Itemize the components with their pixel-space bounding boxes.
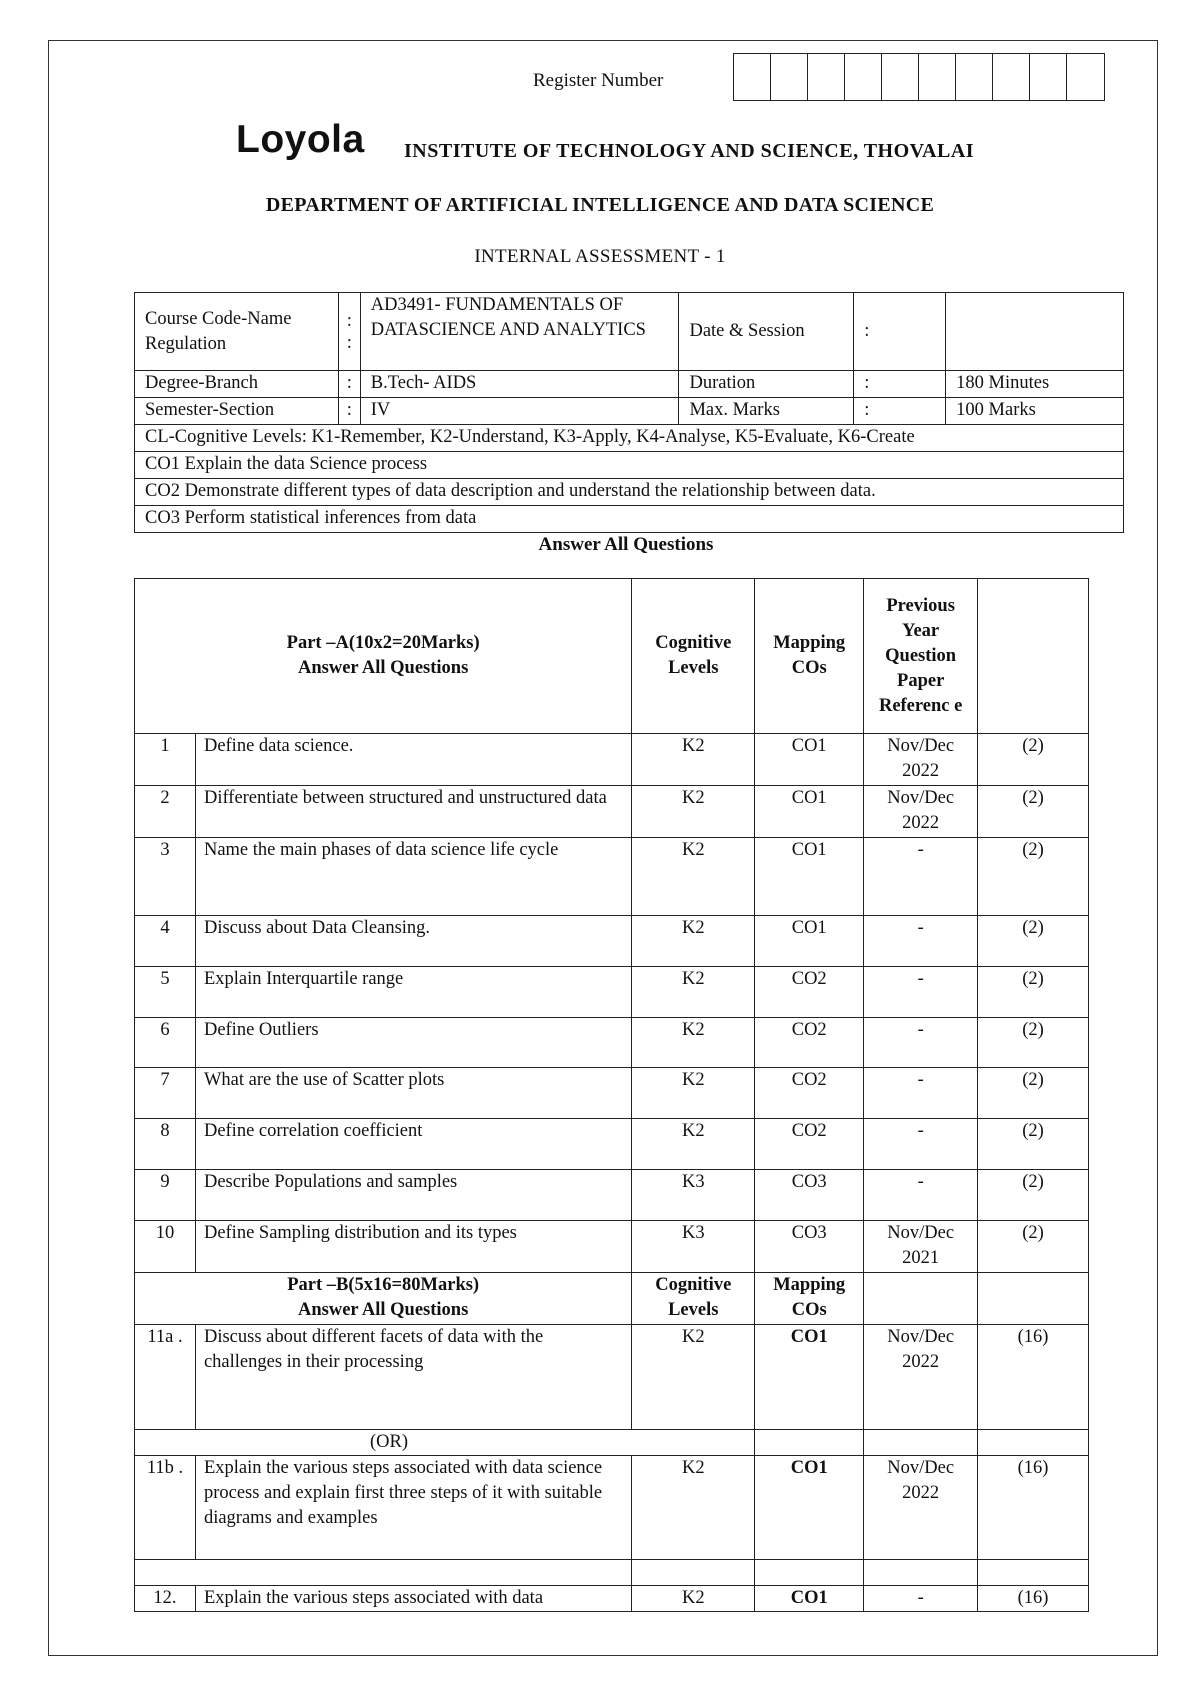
previous-year-header: Previous Year Question Paper Referenc e: [864, 579, 978, 734]
institution-name: INSTITUTE OF TECHNOLOGY AND SCIENCE, THOVALAI: [404, 140, 975, 162]
marks: (2): [978, 1119, 1089, 1170]
previous-year-ref: -: [864, 916, 978, 967]
mapping-co: CO1: [755, 786, 864, 838]
previous-year-ref: -: [864, 1018, 978, 1068]
questions-table: [134, 578, 1089, 1612]
cognitive-level: K3: [632, 1221, 755, 1273]
co3-row: CO3 Perform statistical inferences from data: [135, 506, 1124, 533]
mapping-co: CO1: [755, 1456, 864, 1560]
cognitive-level: K2: [632, 1586, 755, 1612]
colon: :: [338, 371, 360, 398]
table-row: [135, 916, 1089, 967]
part-b-subtitle: Answer All Questions: [298, 1300, 469, 1320]
question-number: 1: [135, 734, 196, 786]
register-digit-box[interactable]: [771, 54, 808, 100]
register-digit-box[interactable]: [845, 54, 882, 100]
institution-logo: Loyola: [236, 118, 365, 161]
register-number-boxes[interactable]: [733, 53, 1105, 101]
empty-cell: [632, 1560, 755, 1586]
colon: :: [854, 398, 946, 425]
table-row: [135, 1170, 1089, 1221]
table-row: [135, 1325, 1089, 1430]
previous-year-ref: Nov/Dec 2021: [864, 1221, 978, 1273]
co1-row: CO1 Explain the data Science process: [135, 452, 1124, 479]
duration-label: Duration: [679, 371, 854, 398]
duration-value: 180 Minutes: [946, 371, 1124, 398]
empty-cell: [864, 1560, 978, 1586]
spacer-row: [135, 1560, 1089, 1586]
empty-cell: [755, 1560, 864, 1586]
table-row: [135, 1018, 1089, 1068]
degree-value: B.Tech- AIDS: [360, 371, 679, 398]
part-a-title: Part –A(10x2=20Marks): [286, 633, 480, 653]
part-a-header-row: [135, 579, 1089, 734]
degree-label: Degree-Branch: [135, 371, 339, 398]
cognitive-level: K2: [632, 838, 755, 916]
previous-year-ref: Nov/Dec 2022: [864, 1456, 978, 1560]
question-text: Discuss about different facets of data with the challenges in their processing: [195, 1325, 631, 1430]
empty-cell: [135, 1560, 632, 1586]
question-number: 4: [135, 916, 196, 967]
part-b-heading: [135, 1273, 632, 1325]
part-b-title: Part –B(5x16=80Marks): [287, 1275, 480, 1295]
empty-cell: [978, 1273, 1089, 1325]
previous-year-ref: -: [864, 1170, 978, 1221]
mapping-cos-header: Mapping COs: [755, 579, 864, 734]
register-digit-box[interactable]: [919, 54, 956, 100]
marks: (2): [978, 916, 1089, 967]
previous-year-ref: -: [864, 838, 978, 916]
empty-cell: [978, 1430, 1089, 1456]
colon: :: [854, 371, 946, 398]
question-number: 12.: [135, 1586, 196, 1612]
max-marks-label: Max. Marks: [679, 398, 854, 425]
empty-cell: [864, 1430, 978, 1456]
question-number: 11a .: [135, 1325, 196, 1430]
empty-cell: [864, 1273, 978, 1325]
semester-label: Semester-Section: [135, 398, 339, 425]
register-digit-box[interactable]: [808, 54, 845, 100]
degree-row: [135, 371, 1124, 398]
question-number: 5: [135, 967, 196, 1018]
question-text: Define Outliers: [195, 1018, 631, 1068]
previous-year-ref: -: [864, 1586, 978, 1612]
cognitive-level: K2: [632, 1018, 755, 1068]
mapping-co: CO2: [755, 1018, 864, 1068]
question-number: 3: [135, 838, 196, 916]
question-text: Describe Populations and samples: [195, 1170, 631, 1221]
question-number: 8: [135, 1119, 196, 1170]
marks: (16): [978, 1586, 1089, 1612]
marks: (2): [978, 786, 1089, 838]
mapping-co: CO3: [755, 1221, 864, 1273]
register-digit-box[interactable]: [1067, 54, 1104, 100]
semester-row: [135, 398, 1124, 425]
cognitive-levels-header: Cognitive Levels: [632, 579, 755, 734]
cognitive-levels-row: CL-Cognitive Levels: K1-Remember, K2-Understand, K3-Apply, K4-Analyse, K5-Evaluate, K6-Create: [135, 425, 1124, 452]
cognitive-level: K2: [632, 967, 755, 1018]
department-title: DEPARTMENT OF ARTIFICIAL INTELLIGENCE AND DATA SCIENCE: [265, 194, 935, 216]
part-a-heading: [135, 579, 632, 734]
marks: (2): [978, 967, 1089, 1018]
table-row: [135, 734, 1089, 786]
marks: (2): [978, 1018, 1089, 1068]
date-value[interactable]: [946, 293, 1124, 371]
date-label: Date & Session: [679, 293, 854, 371]
question-text: Discuss about Data Cleansing.: [195, 916, 631, 967]
answer-all-heading: Answer All Questions: [538, 534, 714, 555]
previous-year-ref: Nov/Dec 2022: [864, 734, 978, 786]
marks: (16): [978, 1456, 1089, 1560]
register-digit-box[interactable]: [956, 54, 993, 100]
question-number: 6: [135, 1018, 196, 1068]
mapping-co: CO1: [755, 916, 864, 967]
previous-year-ref: -: [864, 1119, 978, 1170]
register-number-label: Register Number: [533, 70, 664, 91]
empty-cell: [755, 1430, 864, 1456]
previous-year-ref: -: [864, 1068, 978, 1119]
previous-year-ref: Nov/Dec 2022: [864, 1325, 978, 1430]
or-row: [135, 1430, 1089, 1456]
question-text: Explain the various steps associated with data: [195, 1586, 631, 1612]
mapping-co: CO3: [755, 1170, 864, 1221]
question-text: Define Sampling distribution and its types: [195, 1221, 631, 1273]
question-number: 2: [135, 786, 196, 838]
marks: (2): [978, 1221, 1089, 1273]
mapping-co: CO1: [755, 1325, 864, 1430]
question-text: Explain Interquartile range: [195, 967, 631, 1018]
cognitive-level: K2: [632, 1325, 755, 1430]
question-text: Define data science.: [195, 734, 631, 786]
cognitive-level: K2: [632, 786, 755, 838]
marks: (2): [978, 838, 1089, 916]
mapping-co: CO1: [755, 734, 864, 786]
table-row: [135, 1221, 1089, 1273]
table-row: [135, 1068, 1089, 1119]
semester-value: IV: [360, 398, 679, 425]
marks: (16): [978, 1325, 1089, 1430]
register-digit-box[interactable]: [734, 54, 771, 100]
mapping-cos-header: Mapping COs: [755, 1273, 864, 1325]
marks-header: [978, 579, 1089, 734]
question-text: Name the main phases of data science life cycle: [195, 838, 631, 916]
cognitive-level: K2: [632, 1119, 755, 1170]
question-text: What are the use of Scatter plots: [195, 1068, 631, 1119]
part-a-subtitle: Answer All Questions: [298, 658, 469, 678]
question-number: 11b .: [135, 1456, 196, 1560]
mapping-co: CO2: [755, 967, 864, 1018]
marks: (2): [978, 1170, 1089, 1221]
cognitive-level: K2: [632, 916, 755, 967]
previous-year-ref: Nov/Dec 2022: [864, 786, 978, 838]
cognitive-levels-header: Cognitive Levels: [632, 1273, 755, 1325]
table-row: [135, 1586, 1089, 1612]
course-value: AD3491- FUNDAMENTALS OF DATASCIENCE AND ANALYTICS: [360, 293, 679, 371]
course-row: [135, 293, 1124, 371]
question-text: Differentiate between structured and unstructured data: [195, 786, 631, 838]
colon: :: [338, 398, 360, 425]
part-b-header-row: [135, 1273, 1089, 1325]
register-digit-box[interactable]: [993, 54, 1030, 100]
co2-row: CO2 Demonstrate different types of data description and understand the relationship between data.: [135, 479, 1124, 506]
question-text: Define correlation coefficient: [195, 1119, 631, 1170]
question-text: Explain the various steps associated with data science process and explain first three steps of it with suitable diagrams and examples: [195, 1456, 631, 1560]
or-label: (OR): [135, 1430, 755, 1456]
max-marks-value: 100 Marks: [946, 398, 1124, 425]
cognitive-level: K2: [632, 1456, 755, 1560]
table-row: [135, 786, 1089, 838]
register-digit-box[interactable]: [1030, 54, 1067, 100]
table-row: [135, 1456, 1089, 1560]
course-info-table: [134, 292, 1124, 533]
course-label: Course Code-Name Regulation: [135, 293, 339, 371]
colon: :: [854, 293, 946, 371]
cognitive-level: K2: [632, 1068, 755, 1119]
question-number: 7: [135, 1068, 196, 1119]
mapping-co: CO2: [755, 1068, 864, 1119]
table-row: [135, 838, 1089, 916]
colon: : :: [338, 293, 360, 371]
mapping-co: CO1: [755, 838, 864, 916]
mapping-co: CO2: [755, 1119, 864, 1170]
table-row: [135, 1119, 1089, 1170]
empty-cell: [978, 1560, 1089, 1586]
marks: (2): [978, 734, 1089, 786]
cognitive-level: K3: [632, 1170, 755, 1221]
marks: (2): [978, 1068, 1089, 1119]
cognitive-level: K2: [632, 734, 755, 786]
assessment-title: INTERNAL ASSESSMENT - 1: [474, 246, 726, 267]
previous-year-ref: -: [864, 967, 978, 1018]
mapping-co: CO1: [755, 1586, 864, 1612]
table-row: [135, 967, 1089, 1018]
question-number: 10: [135, 1221, 196, 1273]
register-digit-box[interactable]: [882, 54, 919, 100]
question-number: 9: [135, 1170, 196, 1221]
